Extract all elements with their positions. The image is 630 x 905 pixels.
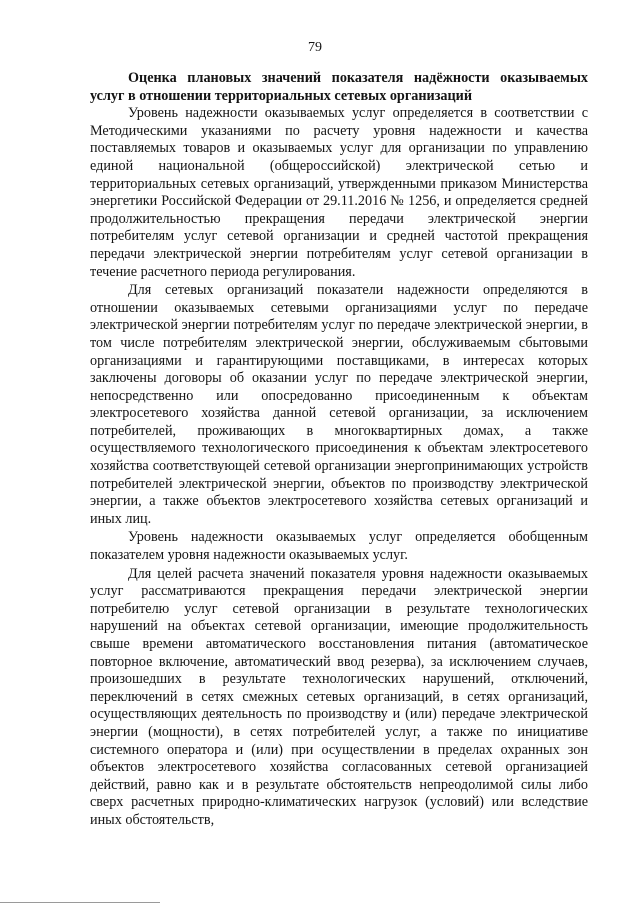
paragraph-reliability-definition: Уровень надежности оказываемых услуг определяется в соответствии с Методическими указаниями по расчету уровня надежности и качества поставляемых товаров и оказываемых услуг для организации по управлению единой национальной (общероссийской) электрической сетью и территориальных сетевых организаций, утвержденными приказом Министерства энергетики Российской Федерации от 29.11.2016 № 1256, и определяется средней продолжительностью прекращения передачи электрической энергии потребителям услуг сетевой организации и средней частотой прекращения передачи электрической энергии потребителям услуг сетевой организации в течение расчетного периода регулирования. (90, 105, 588, 280)
paragraph-generalized-indicator: Уровень надежности оказываемых услуг определяется обобщенным показателем уровня надежности оказываемых услуг. (90, 529, 588, 564)
page-body (90, 70, 588, 830)
section-heading: Оценка плановых значений показателя надёжности оказываемых услуг в отношении территориальных сетевых организаций (90, 70, 588, 104)
paragraph-grid-organizations: Для сетевых организаций показатели надежности определяются в отношении оказываемых сетевыми организациями услуг по передаче электрической энергии потребителям услуг по передаче электрической энергии, в том числе потребителям электрической энергии, обслуживаемым сбытовыми организациями и гарантирующими поставщиками, в интересах которых заключены договоры об оказании услуг по передаче электрической энергии, непосредственно или опосредованно присоединенным к объектам электросетевого хозяйства данной сетевой организации, за исключением потребителей, проживающих в многоквартирных домах, а также осуществляемого технологического присоединения к объектам электросетевого хозяйства соответствующей сетевой организации энергопринимающих устройств потребителей электрической энергии, объектов по производству электрической энергии, а также объектов электросетевого хозяйства сетевых организаций и иных лиц. (90, 282, 588, 527)
paragraph-calculation-scope: Для целей расчета значений показателя уровня надежности оказываемых услуг рассматриваются прекращения передачи электрической энергии потребителю услуг сетевой организации в результате технологических нарушений на объектах сетевой организации, имеющие продолжительность свыше времени автоматического восстановления питания (автоматическое повторное включение, автоматический ввод резерва), за исключением случаев, произошедших в результате технологических нарушений, отключений, переключений в сетях смежных сетевых организаций, в сетях организаций, осуществляющих деятельность по производству и (или) передаче электрической энергии (мощности), в сетях потребителей услуг, а также по инициативе системного оператора и (или) при осуществлении в пределах охранных зон объектов электросетевого хозяйства согласованных сетевой организацией действий, равно как и в результате обстоятельств непреодолимой силы либо сверх расчетных природно-климатических нагрузок (условий) или вследствие иных обстоятельств, (90, 565, 588, 828)
scan-edge-line (0, 902, 160, 903)
page-number: 79 (308, 40, 322, 55)
